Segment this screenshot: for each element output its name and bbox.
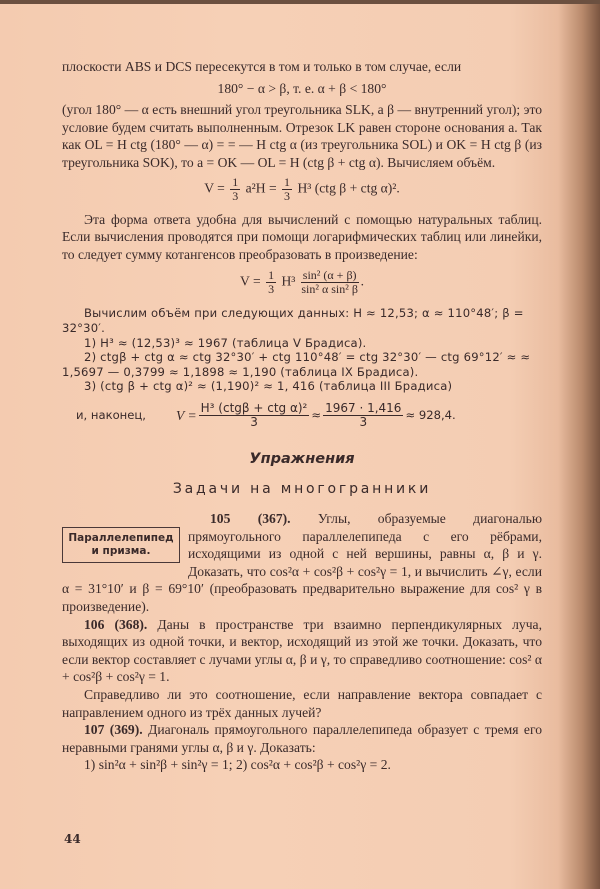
exercise-106 (62, 616, 542, 722)
formula-angle-condition: 180° − α > β, т. е. α + β < 180° (217, 80, 387, 96)
exercise-number: 106 (368). (84, 616, 148, 632)
formula-lhs: V = (204, 180, 225, 196)
fraction-sines: $\frac{\text{sin² (α + β)}}{\text{sin² α sin² β}}$ (301, 268, 358, 297)
paragraph-angle-explanation: (угол 180° — α есть внешний угол треугольника SLK, а β — внутренний угол); это условие будем считать выполненным. Отрезок LK равен стороне основания a. Так как OL = H ctg (180° — α) = = — H ctg α (из треугольника SOL) и OK = H ctg β (из треугольника SOK), то a = OK — OL = H (ctg β + ctg α). Вычисляем объём. (62, 102, 542, 170)
section-heading-exercises: Упражнения (249, 450, 355, 467)
exercise-106-question: Справедливо ли это соотношение, если направление вектора совпадает с направлением одного из трёх данных лучей? (62, 687, 542, 720)
formula-rhs: H³ (ctg β + ctg α)². (297, 180, 400, 196)
margin-note-box: Параллелепипед и призма. (62, 527, 180, 563)
calc-step-1: 1) H³ ≈ (12,53)³ ≈ 1967 (таблица V Брадиса). (84, 335, 367, 350)
exercise-107-formulas: 1) sin²α + sin²β + sin²γ = 1; 2) cos²α + cos²β + cos²γ = 2. (84, 757, 391, 773)
calculation-block (62, 306, 542, 394)
exercise-text: Диагональ прямоугольного параллелепипеда образует с тремя его неравными гранями углы α, β и γ. Доказать: (62, 722, 542, 755)
fraction-final-2: $\frac{1967 \cdot 1,416}{3}$ (325, 400, 402, 429)
formula-volume-product: V = $\frac{1}{3}$ H³ $\frac{\text{sin² (α + β)}}{\text{sin² α sin² β}}$ . (240, 268, 364, 297)
subsection-heading-polyhedra: Задачи на многогранники (172, 480, 432, 497)
fraction-one-third: $\frac{1}{3}$ (268, 268, 275, 297)
formula-middle: a²H = (245, 180, 277, 196)
exercise-text: Даны в пространстве три взаимно перпендикулярных луча, выходящих из одной точки, и вектор, исходящий из этой же точки. Доказать, что если вектор составляет с лучами углы α, β и γ, то справедливо соотношение: cos² α + cos²β + cos²γ = 1. (62, 616, 542, 685)
exercise-107 (62, 721, 542, 774)
calc-intro: Вычислим объём при следующих данных: H ≈ 12,53; α ≈ 110°48′; β = 32°30′. (62, 306, 524, 335)
page-number: 44 (64, 832, 81, 846)
fraction-final-1: $\frac{\text{H³ (ctgβ + ctg α)²}}{3}$ (200, 400, 308, 429)
page-top-edge (0, 0, 600, 4)
calc-step-3: 3) (ctg β + ctg α)² ≈ (1,190)² ≈ 1, 416 (таблица III Брадиса) (84, 379, 453, 394)
calc-step-2: 2) ctgβ + ctg α ≈ ctg 32°30′ + ctg 110°48′ = ctg 32°30′ — ctg 69°12′ ≈ ≈ 1,5697 — 0,3799 ≈ 1,1898 ≈ 1,190 (таблица IX Брадиса). (62, 350, 531, 379)
fraction-one-third: $\frac{1}{3}$ (284, 174, 291, 203)
paragraph-planes-intersect: плоскости ABS и DCS пересекутся в том и только в том случае, если (62, 59, 462, 74)
exercise-text: Углы, образуемые диагональю прямоугольного параллелепипеда с его рёбрами, исходящими из одной с ней вершины, равны α, β и γ. Доказать, что cos²α + cos²β + cos²γ = 1, и вычислить ∠γ, если α = 31°10′ и β = 69°10′ (преобразовать предварительно выражение для cos² γ в произведение). (62, 511, 542, 615)
formula-volume-1 (62, 176, 542, 203)
fraction-one-third: $\frac{1}{3}$ (232, 174, 239, 203)
formula-final-volume: и, наконец, V = $\frac{\text{H³ (ctgβ + ctg α)²}}{3}$ ≈ $\frac{1967 \cdot 1,416}{3}$ ≈ 928,4. (76, 400, 456, 429)
exercise-number: 107 (369). (84, 722, 143, 738)
page-content (62, 58, 542, 774)
exercise-105 (62, 510, 542, 616)
exercise-number: 105 (367). (210, 511, 291, 527)
paragraph-tables-remark: Эта форма ответа удобна для вычислений с помощью натуральных таблиц. Если вычисления проводятся при помощи логарифмических таблиц или линейки, то следует сумму котангенсов преобразовать в произведение: (62, 211, 542, 262)
